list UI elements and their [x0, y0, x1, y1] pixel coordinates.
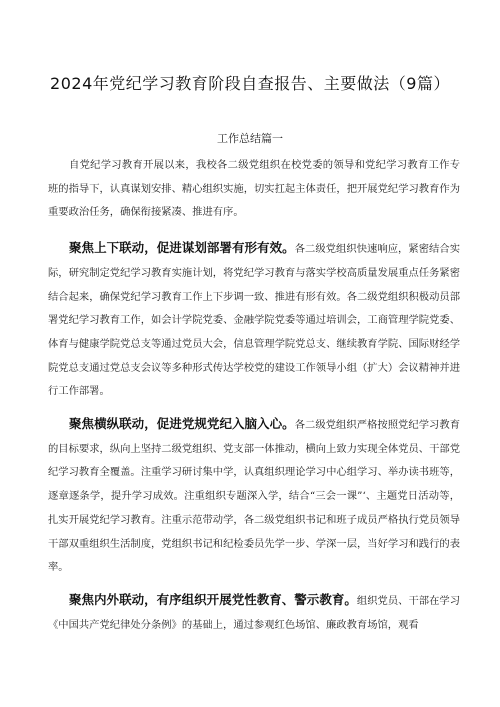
document-subtitle: 工作总结篇一 — [217, 132, 283, 145]
section-paragraph-2 — [48, 412, 460, 580]
section-heading-1: 聚焦上下联动，促进谋划部署有形有效。 — [69, 240, 295, 256]
document-body — [48, 154, 460, 645]
section-heading-2: 聚焦横纵联动，促进党规党纪入脑入心。 — [69, 416, 295, 432]
section-paragraph-1 — [48, 236, 460, 404]
section-text-3: 组织党员、干部在学习《中国共产党纪律处分条例》的基础上，通过参观红色场馆、廉政教育场馆，观看 — [48, 594, 460, 631]
intro-paragraph: 自党纪学习教育开展以来，我校各二级党组织在校党委的领导和党纪学习教育工作专班的指导下，认真谋划安排、精心组织实施，切实扛起主体责任，把开展党纪学习教育作为重要政治任务，确保衔接紧凑、推进有序。 — [48, 159, 460, 219]
section-heading-3: 聚焦内外联动，有序组织开展党性教育、警示教育。 — [69, 591, 357, 607]
section-text-1: 各二级党组织快速响应，紧密结合实际，研究制定党纪学习教育实施计划，将党纪学习教育与落实学校高质量发展重点任务紧密结合起来，确保党纪学习教育工作上下步调一致、推进有形有效。各二级党组织积极动员部署党纪学习教育工作，如会计学院党委、金融学院党委等通过培训会，工商管理学院党委、体育与健康学院党总支等通过党员大会，信息管理学院党总支、继续教育学院、国际财经学院党总支通过党总支会议等多种形式传达学校党的建设工作领导小组（扩大）会议精神并进行工作部署。 — [48, 243, 460, 398]
document-title: 2024年党纪学习教育阶段自查报告、主要做法（9篇） — [50, 74, 450, 93]
section-paragraph-3 — [48, 588, 460, 637]
section-text-2: 各二级党组织严格按照党纪学习教育的目标要求，纵向上坚持二级党组织、党支部一体推动，横向上致力实现全体党员、干部党纪学习教育全覆盖。注重学习研讨集中学，认真组织理论学习中心组学习、举办读书班等，逐章逐条学，提升学习成效。注重组织专题深入学，结合“三会一课”‘、主题党日活动等，扎实开展党纪学习教育。注重示范带动学，各二级党组织书记和班子成员严格执行党员领导干部双重组织生活制度，党组织书记和纪检委员先学一步、学深一层，当好学习和践行的表率。 — [48, 419, 460, 574]
